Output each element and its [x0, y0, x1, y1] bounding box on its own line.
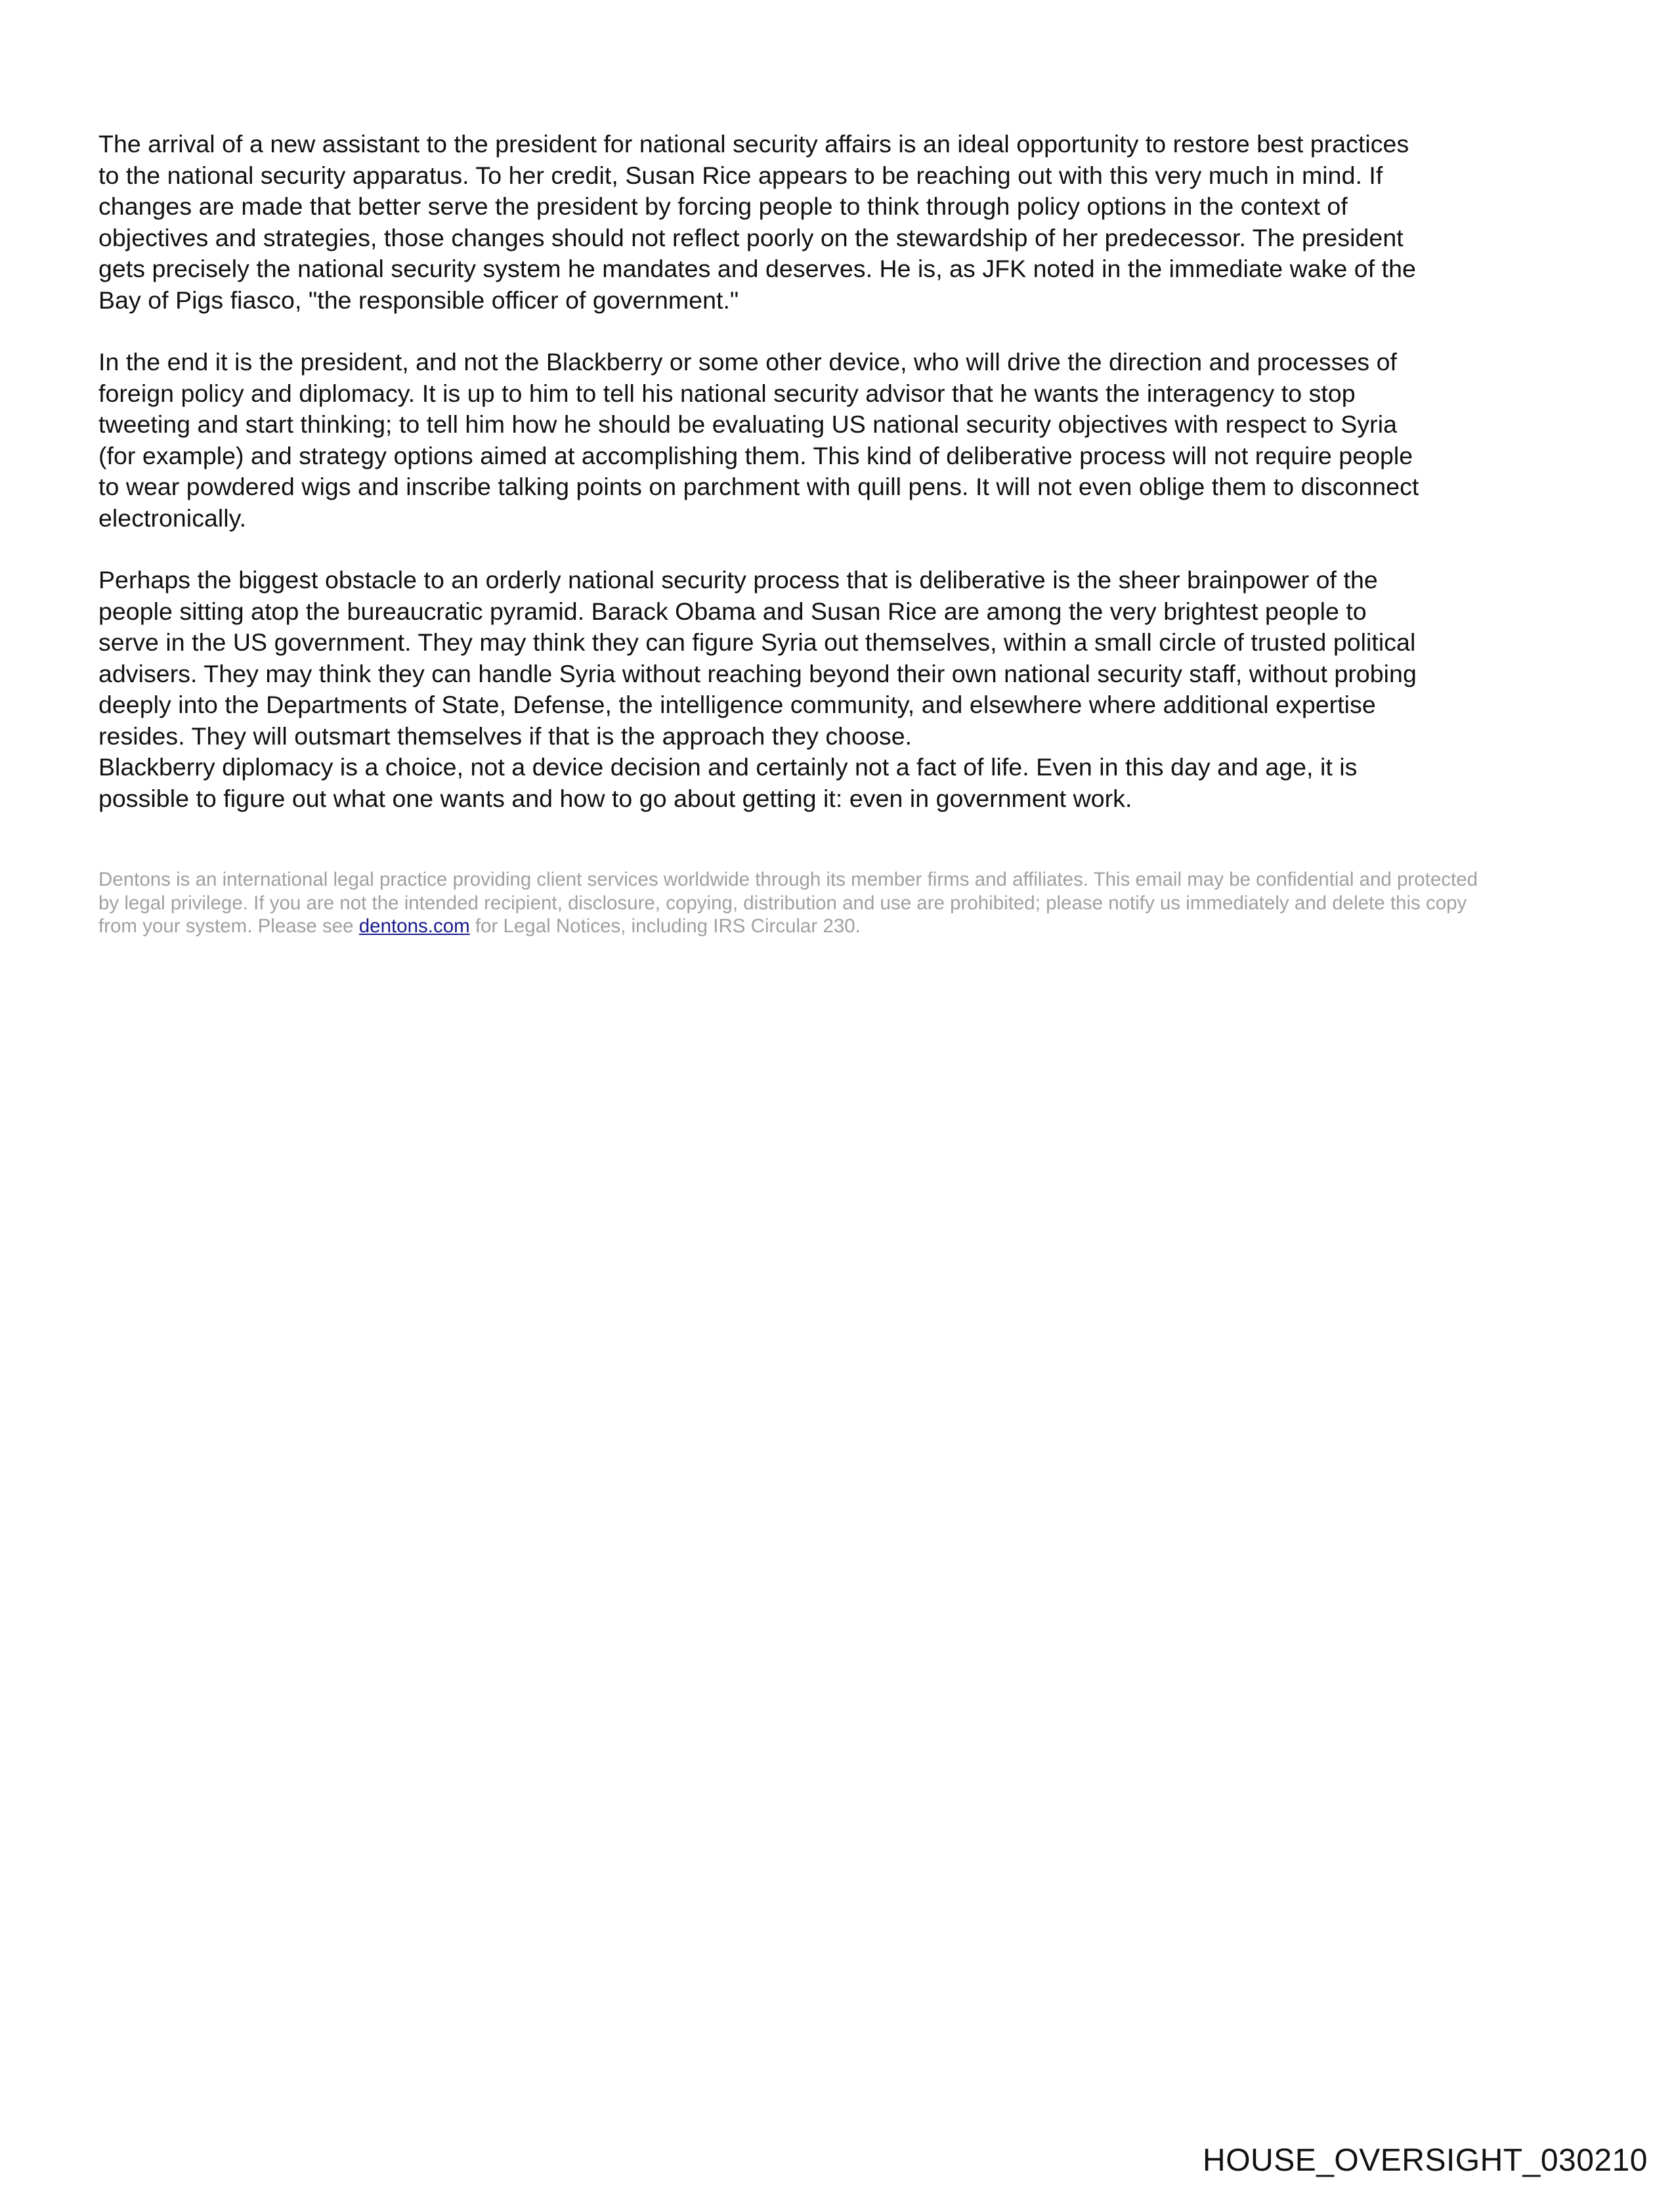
text-line: deeply into the Departments of State, Defense, the intelligence community, and elsewhere where additional expertise	[98, 691, 1376, 718]
disclaimer-text: for Legal Notices, including IRS Circular 230.	[469, 915, 861, 937]
text-line: Bay of Pigs fiasco, "the responsible officer of government."	[98, 286, 739, 314]
text-line: foreign policy and diplomacy. It is up to him to tell his national security advisor that he wants the interagency to stop	[98, 379, 1356, 407]
paragraph-3	[98, 565, 1568, 814]
text-line: to the national security apparatus. To her credit, Susan Rice appears to be reaching out with this very much in mind. If	[98, 161, 1383, 189]
text-line: The arrival of a new assistant to the president for national security affairs is an ideal opportunity to restore best practices	[98, 130, 1409, 158]
paragraph-2	[98, 347, 1568, 534]
paragraph-spacer	[98, 316, 1568, 347]
legal-disclaimer	[98, 868, 1568, 938]
text-line: to wear powdered wigs and inscribe talking points on parchment with quill pens. It will not even oblige them to disconnect	[98, 473, 1419, 500]
text-line: electronically.	[98, 504, 247, 532]
text-line: tweeting and start thinking; to tell him how he should be evaluating US national security objectives with respect to Syria	[98, 410, 1397, 438]
paragraph-spacer	[98, 534, 1568, 565]
text-line: serve in the US government. They may think they can figure Syria out themselves, within a small circle of trusted political	[98, 628, 1416, 656]
email-body	[98, 129, 1568, 814]
disclaimer-line: Dentons is an international legal practice providing client services worldwide through its member firms and affiliates. This email may be confidential and protected	[98, 869, 1478, 890]
text-line: Perhaps the biggest obstacle to an orderly national security process that is deliberative is the sheer brainpower of the	[98, 566, 1378, 594]
paragraph-1	[98, 129, 1568, 316]
text-line: resides. They will outsmart themselves if that is the approach they choose.	[98, 722, 912, 750]
text-line: people sitting atop the bureaucratic pyramid. Barack Obama and Susan Rice are among the very brightest people to	[98, 597, 1367, 625]
text-line: Blackberry diplomacy is a choice, not a device decision and certainly not a fact of life. Even in this day and age, it is	[98, 753, 1358, 781]
disclaimer-line	[98, 915, 1568, 938]
disclaimer-line: by legal privilege. If you are not the intended recipient, disclosure, copying, distribution and use are prohibited; please notify us immediately and delete this copy	[98, 892, 1467, 914]
text-line: (for example) and strategy options aimed at accomplishing them. This kind of deliberative process will not require people	[98, 441, 1413, 469]
text-line: gets precisely the national security system he mandates and deserves. He is, as JFK noted in the immediate wake of the	[98, 255, 1416, 282]
text-line: possible to figure out what one wants and how to go about getting it: even in government work.	[98, 784, 1132, 812]
text-line: In the end it is the president, and not the Blackberry or some other device, who will drive the direction and processes of	[98, 348, 1397, 376]
text-line: changes are made that better serve the president by forcing people to think through policy options in the context of	[98, 192, 1348, 220]
text-line: objectives and strategies, those changes should not reflect poorly on the stewardship of her predecessor. The president	[98, 223, 1404, 251]
dentons-link[interactable]: dentons.com	[358, 915, 470, 937]
bates-number: HOUSE_OVERSIGHT_030210	[1203, 2143, 1648, 2178]
disclaimer-text: from your system. Please see	[98, 915, 359, 937]
text-line: advisers. They may think they can handle Syria without reaching beyond their own national security staff, without probing	[98, 659, 1417, 687]
